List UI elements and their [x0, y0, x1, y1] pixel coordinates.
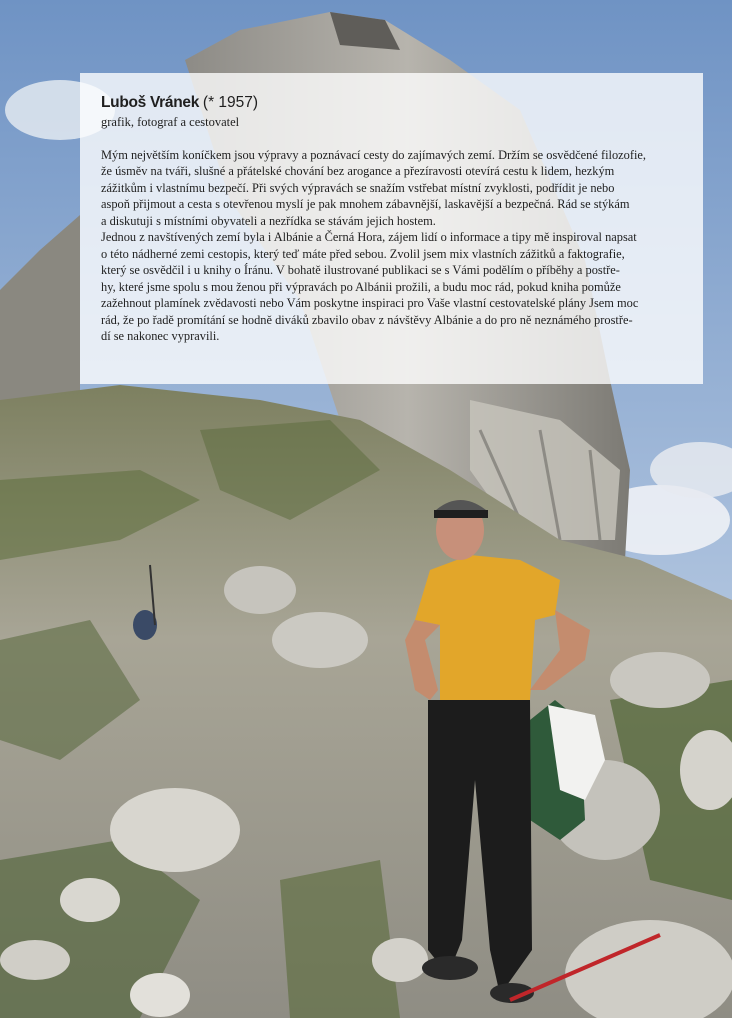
author-name: Luboš Vránek: [101, 94, 200, 111]
bio-paragraph-1: [101, 147, 681, 229]
bio-line: zážitkům i vlastnímu bezpečí. Při svých výpravách se snažím vstřebat místní zvyklosti, podřídit je nebo: [101, 180, 615, 195]
bio-line: Mým největším koníčkem jsou výpravy a poznávací cesty do zajímavých zemí. Držím se osvědčené filozofie,: [101, 148, 647, 162]
author-heading: [101, 93, 681, 113]
bio-line: který se osvědčil i u knihy o Íránu. V bohatě ilustrované publikaci se s Vámi podělím o příběhy a postře-: [101, 263, 620, 278]
bio-line: aspoň přijmout a cesta s otevřenou myslí je pak mnohem zábavnější, laskavější a bezpečná. Rád se stýkám: [101, 197, 630, 212]
bio-line: o této nádherné zemi cestopis, který teď máte před sebou. Zvolil jsem mix vlastních zážitků a faktografie,: [101, 246, 625, 261]
bio-line: a diskutuji s místními obyvateli a nezřídka se stávám jejich hostem.: [101, 213, 436, 228]
author-role: grafik, fotograf a cestovatel: [101, 115, 240, 129]
author-bio-panel: [80, 73, 703, 384]
bio-line: že úsměv na tváři, slušné a přátelské chování bez arogance a přezíravosti otevírá cestu k lidem, hezkým: [101, 164, 615, 179]
bio-paragraph-2: [101, 229, 681, 344]
bio-line: Jednou z navštívených zemí byla i Albánie a Černá Hora, zájem lidí o informace a tipy mě inspiroval napsat: [101, 230, 637, 245]
bio-line: rád, že po řadě promítání se hodně diváků zbavilo obav z návštěvy Albánie a do pro ně neznámého prostře-: [101, 312, 633, 327]
author-bio: [101, 147, 681, 344]
bio-line: zažehnout plamínek zvědavosti nebo Vám poskytne inspiraci pro Vaše vlastní cestovatelské plány Jsem moc: [101, 296, 639, 311]
bio-line: dí se nakonec vypravili.: [101, 328, 220, 343]
bio-line: hy, které jsme spolu s mou ženou při výpravách po Albánii prožili, a budu moc rád, pokud kniha pomůže: [101, 279, 621, 294]
author-years: (* 1957): [202, 94, 259, 111]
